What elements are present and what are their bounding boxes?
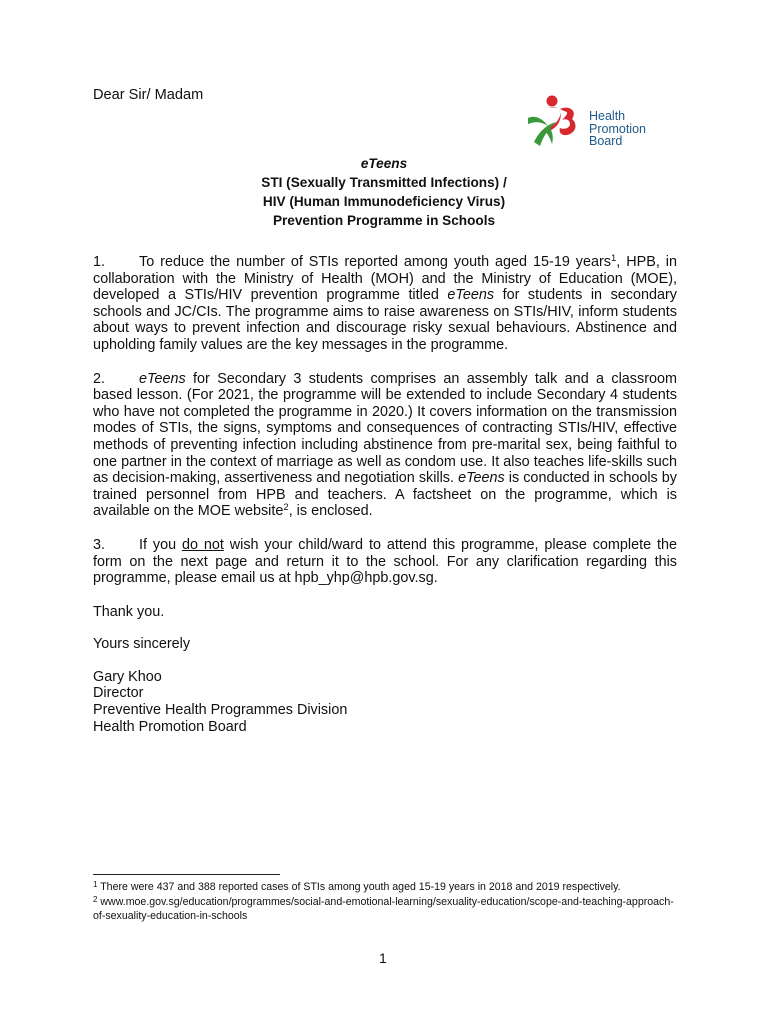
hpb-logo-icon <box>524 94 586 150</box>
footnote-text: www.moe.gov.sg/education/programmes/social-and-emotional-learning/sexuality-education/scope-and-teaching-approach-of-sexuality-education-in-schools <box>93 895 674 923</box>
programme-name: eTeens <box>139 370 186 387</box>
letter-title <box>93 154 675 230</box>
logo-organisation-name <box>589 110 646 148</box>
salutation: Dear Sir/ Madam <box>93 87 204 103</box>
emphasis-do-not: do not <box>181 536 224 553</box>
footnote-marker: 1 <box>93 880 98 889</box>
signatory-division: Preventive Health Programmes Division <box>93 702 348 719</box>
hpb-logo <box>524 94 674 156</box>
paragraph-number: 2. <box>93 370 106 387</box>
logo-text-line: Promotion <box>589 121 646 136</box>
logo-text-line: Health <box>589 109 626 123</box>
footnotes <box>93 880 677 924</box>
signatory-title: Director <box>93 685 144 702</box>
programme-name: eTeens <box>447 287 495 304</box>
footnote-2 <box>93 895 677 924</box>
paragraph-1 <box>93 254 677 354</box>
title-line: STI (Sexually Transmitted Infections) / <box>261 175 507 190</box>
signatory-name: Gary Khoo <box>93 668 162 685</box>
paragraph-number: 3. <box>93 536 106 553</box>
paragraph-number: 1. <box>93 254 106 270</box>
paragraph-text: To reduce the number of STIs reported among youth aged 15-19 years <box>139 254 611 270</box>
closing: Yours sincerely <box>93 636 191 653</box>
title-line: HIV (Human Immunodeficiency Virus) <box>262 194 506 209</box>
signature-block <box>93 669 677 735</box>
footnote-1 <box>93 880 677 895</box>
paragraph-text: , is enclosed. <box>288 503 373 520</box>
title-line: eTeens <box>360 156 408 171</box>
logo-text-line: Board <box>589 134 623 148</box>
page-number: 1 <box>379 950 387 966</box>
footnote-divider <box>93 874 280 875</box>
letter-body <box>93 254 677 735</box>
footnote-marker: 2 <box>93 894 98 904</box>
signatory-organisation: Health Promotion Board <box>93 718 247 735</box>
footnote-ref: 1 <box>610 253 617 264</box>
thank-you: Thank you. <box>93 603 165 620</box>
paragraph-text: for Secondary 3 students comprises an assembly talk and a classroom based lesson. (For 2021, the programme will be extended to include Secondary 4 students who have not completed the programme in 2020.) It covers information on the transmission modes of STIs, the signs, symptoms and consequences of contracting STIs/HIV, effective methods of preventing infection including abstinence from pre-marital sex, being faithful to one partner in the context of marriage as well as condom use. It also teaches life-skills such as decision-making, assertiveness and negotiation skills. <box>93 370 677 487</box>
paragraph-text: If you <box>139 536 182 553</box>
paragraph-3 <box>93 537 677 587</box>
footnote-ref: 2 <box>283 502 289 514</box>
footnote-text: There were 437 and 388 reported cases of STIs among youth aged 15-19 years in 2018 and 2019 respectively. <box>97 881 621 893</box>
title-line: Prevention Programme in Schools <box>272 213 496 228</box>
paragraph-text: for students in secondary schools and JC/CIs. The programme aims to raise awareness on STIs/HIV, inform students about ways to prevent infection and discourage risky sexual behaviours. Abstinence and upholding family values are the key messages in the programme. <box>93 287 677 353</box>
paragraph-text: , HPB, in collaboration with the Ministry of Health (MOH) and the Ministry of Education (MOE), developed a STIs/HIV prevention programme titled <box>93 254 677 304</box>
paragraph-text: is conducted in schools by trained personnel from HPB and teachers. A factsheet on the programme, which is available on the MOE website <box>93 470 677 520</box>
programme-name: eTeens <box>458 470 505 487</box>
paragraph-2 <box>93 371 677 520</box>
paragraph-text: wish your child/ward to attend this programme, please complete the form on the next page and return it to the school. For any clarification regarding this programme, please email us at hpb_yhp@hpb.gov.sg. <box>93 536 677 587</box>
